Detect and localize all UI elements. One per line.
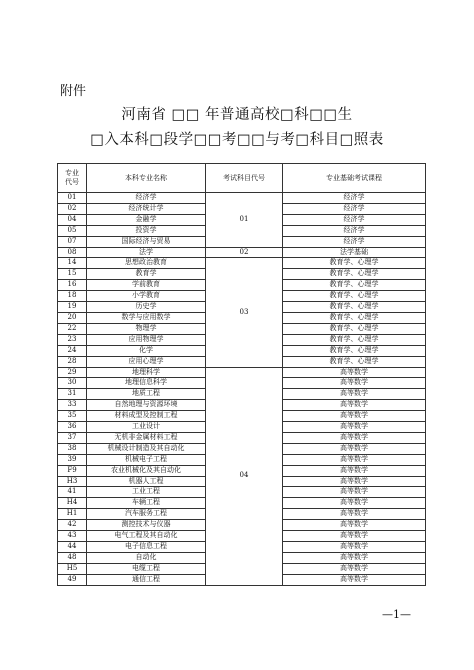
major-code-cell: 02 bbox=[58, 203, 87, 214]
major-name-cell: 电气工程及其自动化 bbox=[87, 531, 206, 542]
exam-course-cell: 高等数学 bbox=[283, 487, 426, 498]
major-code-cell: 04 bbox=[58, 214, 87, 225]
exam-course-cell: 高等数学 bbox=[283, 443, 426, 454]
major-name-cell: 应用物理学 bbox=[87, 334, 206, 345]
major-code-cell: 48 bbox=[58, 552, 87, 563]
major-code-cell: 24 bbox=[58, 345, 87, 356]
exam-course-cell: 高等数学 bbox=[283, 432, 426, 443]
major-code-cell: 38 bbox=[58, 443, 87, 454]
major-code-cell: 20 bbox=[58, 312, 87, 323]
major-name-cell: 自动化 bbox=[87, 552, 206, 563]
major-code-cell: 08 bbox=[58, 247, 87, 258]
exam-course-cell: 高等数学 bbox=[283, 563, 426, 574]
exam-course-cell: 高等数学 bbox=[283, 422, 426, 433]
major-code-cell: 15 bbox=[58, 269, 87, 280]
major-code-cell: 01 bbox=[58, 193, 87, 204]
major-code-cell: 35 bbox=[58, 411, 87, 422]
major-name-cell: 机器人工程 bbox=[87, 476, 206, 487]
exam-course-cell: 高等数学 bbox=[283, 465, 426, 476]
exam-course-cell: 教育学、心理学 bbox=[283, 345, 426, 356]
major-code-cell: 43 bbox=[58, 531, 87, 542]
major-exam-table bbox=[57, 163, 426, 586]
exam-course-cell: 高等数学 bbox=[283, 400, 426, 411]
major-name-cell: 国际经济与贸易 bbox=[87, 236, 206, 247]
exam-course-cell: 经济学 bbox=[283, 214, 426, 225]
major-name-cell: 应用心理学 bbox=[87, 356, 206, 367]
major-code-cell: 22 bbox=[58, 323, 87, 334]
major-name-cell: 车辆工程 bbox=[87, 498, 206, 509]
exam-code-cell: 02 bbox=[206, 247, 283, 258]
exam-code-cell: 01 bbox=[206, 193, 283, 248]
major-name-cell: 数学与应用数学 bbox=[87, 312, 206, 323]
major-name-cell: 农业机械化及其自动化 bbox=[87, 465, 206, 476]
table-header-row bbox=[58, 164, 426, 193]
exam-course-cell: 高等数学 bbox=[283, 411, 426, 422]
major-name-cell: 测控技术与仪器 bbox=[87, 520, 206, 531]
exam-code-cell: 04 bbox=[206, 367, 283, 585]
major-name-cell: 自然地理与资源环境 bbox=[87, 400, 206, 411]
header-exam-course: 专业基础考试课程 bbox=[283, 164, 426, 193]
exam-course-cell: 高等数学 bbox=[283, 389, 426, 400]
major-code-cell: H3 bbox=[58, 476, 87, 487]
exam-course-cell: 经济学 bbox=[283, 225, 426, 236]
major-code-cell: H5 bbox=[58, 563, 87, 574]
major-name-cell: 金融学 bbox=[87, 214, 206, 225]
major-name-cell: 地理科学 bbox=[87, 367, 206, 378]
major-code-cell: H4 bbox=[58, 498, 87, 509]
document-title-line-2: □入本科□段学□□考□□与考□科目□照表 bbox=[90, 132, 384, 148]
major-code-cell: 41 bbox=[58, 487, 87, 498]
exam-course-cell: 教育学、心理学 bbox=[283, 269, 426, 280]
major-code-cell: H1 bbox=[58, 509, 87, 520]
major-name-cell: 机械电子工程 bbox=[87, 454, 206, 465]
major-code-cell: 07 bbox=[58, 236, 87, 247]
exam-course-cell: 经济学 bbox=[283, 193, 426, 204]
exam-course-cell: 教育学、心理学 bbox=[283, 302, 426, 313]
header-exam-code: 考试科目代号 bbox=[206, 164, 283, 193]
major-name-cell: 投资学 bbox=[87, 225, 206, 236]
major-name-cell: 通信工程 bbox=[87, 574, 206, 585]
major-name-cell: 历史学 bbox=[87, 302, 206, 313]
exam-course-cell: 高等数学 bbox=[283, 520, 426, 531]
exam-course-cell: 高等数学 bbox=[283, 531, 426, 542]
table-row bbox=[58, 258, 426, 269]
major-code-cell: 14 bbox=[58, 258, 87, 269]
major-name-cell: 小学教育 bbox=[87, 291, 206, 302]
major-code-cell: 28 bbox=[58, 356, 87, 367]
major-name-cell: 化学 bbox=[87, 345, 206, 356]
major-name-cell: 物理学 bbox=[87, 323, 206, 334]
major-name-cell: 电缆工程 bbox=[87, 563, 206, 574]
major-name-cell: 法学 bbox=[87, 247, 206, 258]
major-name-cell: 经济统计学 bbox=[87, 203, 206, 214]
exam-course-cell: 教育学、心理学 bbox=[283, 334, 426, 345]
exam-course-cell: 经济学 bbox=[283, 236, 426, 247]
exam-course-cell: 高等数学 bbox=[283, 552, 426, 563]
major-code-cell: 37 bbox=[58, 432, 87, 443]
document-title-line-1: 河南省 □□ 年普通高校□科□□生 bbox=[121, 107, 353, 123]
header-major-name: 本科专业名称 bbox=[87, 164, 206, 193]
major-name-cell: 工业工程 bbox=[87, 487, 206, 498]
table-row bbox=[58, 367, 426, 378]
exam-course-cell: 经济学 bbox=[283, 203, 426, 214]
major-name-cell: 学前教育 bbox=[87, 280, 206, 291]
page-number: —1— bbox=[382, 608, 411, 621]
major-code-cell: 33 bbox=[58, 400, 87, 411]
table-row bbox=[58, 193, 426, 204]
major-code-cell: 29 bbox=[58, 367, 87, 378]
major-name-cell: 电子信息工程 bbox=[87, 542, 206, 553]
exam-course-cell: 高等数学 bbox=[283, 454, 426, 465]
major-code-cell: 30 bbox=[58, 378, 87, 389]
exam-course-cell: 教育学、心理学 bbox=[283, 356, 426, 367]
major-code-cell: 36 bbox=[58, 422, 87, 433]
exam-code-cell: 03 bbox=[206, 258, 283, 367]
major-code-cell: 42 bbox=[58, 520, 87, 531]
exam-course-cell: 教育学、心理学 bbox=[283, 312, 426, 323]
major-name-cell: 机械设计制造及其自动化 bbox=[87, 443, 206, 454]
exam-course-cell: 教育学、心理学 bbox=[283, 280, 426, 291]
major-code-cell: 49 bbox=[58, 574, 87, 585]
major-code-cell: 05 bbox=[58, 225, 87, 236]
exam-course-cell: 教育学、心理学 bbox=[283, 291, 426, 302]
major-name-cell: 经济学 bbox=[87, 193, 206, 204]
table-row bbox=[58, 247, 426, 258]
exam-course-cell: 法学基础 bbox=[283, 247, 426, 258]
major-code-cell: 16 bbox=[58, 280, 87, 291]
exam-course-cell: 高等数学 bbox=[283, 367, 426, 378]
exam-course-cell: 教育学、心理学 bbox=[283, 323, 426, 334]
table-body bbox=[58, 193, 426, 586]
major-name-cell: 工业设计 bbox=[87, 422, 206, 433]
major-code-cell: 23 bbox=[58, 334, 87, 345]
major-name-cell: 汽车服务工程 bbox=[87, 509, 206, 520]
exam-course-cell: 教育学、心理学 bbox=[283, 258, 426, 269]
major-code-cell: 18 bbox=[58, 291, 87, 302]
attachment-label: 附件 bbox=[60, 84, 87, 99]
exam-course-cell: 高等数学 bbox=[283, 476, 426, 487]
major-name-cell: 思想政治教育 bbox=[87, 258, 206, 269]
major-code-cell: F9 bbox=[58, 465, 87, 476]
header-major-code bbox=[58, 164, 87, 193]
exam-course-cell: 高等数学 bbox=[283, 542, 426, 553]
major-code-cell: 31 bbox=[58, 389, 87, 400]
major-code-cell: 19 bbox=[58, 302, 87, 313]
major-name-cell: 材料成型及控制工程 bbox=[87, 411, 206, 422]
major-name-cell: 地质工程 bbox=[87, 389, 206, 400]
major-code-cell: 39 bbox=[58, 454, 87, 465]
exam-course-cell: 高等数学 bbox=[283, 498, 426, 509]
major-code-cell: 44 bbox=[58, 542, 87, 553]
header-major-code-label: 专业代号 bbox=[65, 169, 79, 186]
exam-course-cell: 高等数学 bbox=[283, 378, 426, 389]
exam-course-cell: 高等数学 bbox=[283, 574, 426, 585]
exam-course-cell: 高等数学 bbox=[283, 509, 426, 520]
major-name-cell: 地理信息科学 bbox=[87, 378, 206, 389]
major-name-cell: 无机非金属材料工程 bbox=[87, 432, 206, 443]
major-name-cell: 教育学 bbox=[87, 269, 206, 280]
